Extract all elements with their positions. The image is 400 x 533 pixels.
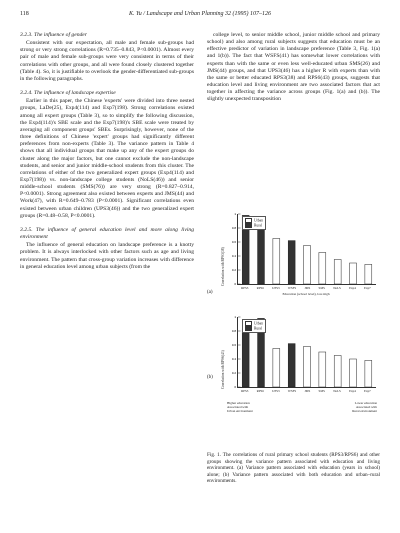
y-axis-label: Correlation with RPS3(38) (221, 247, 225, 286)
bar-urban-jms (304, 346, 311, 387)
y-tick-label: 1 (234, 315, 236, 319)
category-label: RPS3 (241, 389, 249, 393)
y-tick-label: 0.2 (231, 268, 236, 272)
category-label: JMS (304, 389, 311, 393)
category-label: WSFS (287, 389, 297, 393)
legend (242, 319, 266, 333)
note: Lower education (354, 401, 377, 405)
y-tick-label: 0.8 (231, 329, 236, 333)
plot-area (231, 212, 376, 286)
paragraph: Earlier in this paper, the Chinese 'experts' were divided into three nested groups, LaDe(25), Exp4(114) and Exp7(198). Strong correlations existed among all expert groups (Table 3), so to simplify the following discussion, the Exp4(114)'s SBE scale and the Exp7(198)'s SBE scale were treated by averaging all component groups' SBEs. Surprisingly, however, none of the three definitions of Chinese 'expert' groups had significantly different preferences from non-experts (Table 3). The variance pattern in Table 4 shows that all individual groups that make up any of the expert groups do cluster along the major factors, but one cannot exclude the non-landscape students, and senior and junior middle-school students from this cluster. The correlations of either of the two generalized expert groups (Exp4(114) and Exp7(198)) vs. non-landscape college students (NoLS(46)) and senior middle-school students (SMS(76)) are very strong (R=0.827–0.914, P<0.0001). Strong agreement also existed between experts and JMS(44) and Work(47), with R=0.649–0.783 (P<0.0001). Significant correlations even existed between urban children (UPS3(46)) and the two generalized expert groups (R=0.48–0.58, P<0.0001). (20, 98, 194, 219)
legend-item (245, 326, 263, 331)
y-tick-label: 0.6 (231, 240, 236, 244)
bar-urban-sms (319, 352, 326, 387)
legend-item (245, 223, 263, 228)
category-label: UPS3 (272, 286, 280, 290)
axis-notes (227, 401, 377, 414)
bar-urban-nols (334, 356, 341, 388)
section-heading: 3.2.5. The influence of general education level and more along living environment (20, 226, 194, 241)
category-label: RPS6 (256, 389, 264, 393)
category-label: RPS3 (241, 286, 249, 290)
legend (242, 216, 266, 230)
category-label: SMS (318, 389, 325, 393)
category-label: Exp7 (364, 286, 371, 290)
category-label: Exp4 (349, 389, 356, 393)
left-column (20, 32, 194, 271)
y-tick-label: 0 (234, 385, 236, 389)
y-tick-label: 0.4 (231, 254, 236, 258)
bar-rural-rps3 (242, 330, 249, 387)
bar-urban-jms (304, 246, 311, 285)
category-label: Exp7 (364, 389, 371, 393)
category-label: UPS3 (272, 389, 280, 393)
y-tick-label: 0.4 (231, 357, 236, 361)
figure-1a (207, 208, 380, 305)
bar-urban-sms (319, 253, 326, 285)
bar-urban-ups3 (273, 349, 280, 388)
note: Rural environment (352, 409, 377, 414)
category-label: WSFS (287, 286, 297, 290)
y-tick-label: 1 (234, 212, 236, 216)
note: Urban environment (227, 409, 253, 414)
bar-rural-wsfs (288, 241, 295, 284)
bar-urban-ups3 (273, 239, 280, 285)
panel-label: (a) (207, 290, 213, 295)
note: Associated with (355, 405, 377, 410)
paragraph: Consistent with our expectation, all male and female sub-groups had strong or very strong correlations (R=0.735–0.843, P<0.0001). Almost every pair of male and female sub-groups were very consistent in terms of their correlations with other groups, and all were found closely clustered together (Table 4). So, it is justifiable to overlook the gender-differentiated sub-groups in the following paragraphs. (20, 40, 194, 82)
right-column (207, 32, 380, 104)
category-label: RPS6 (256, 286, 264, 290)
panel-label: (b) (207, 375, 213, 380)
figure-caption: Fig. 1. The correlations of rural primary school students (RPS3/RPS6) and other groups showing the variance pattern associated with education and living environment. (a) Variance pattern associated with education (years in school) alone; (b) Variance pattern associated with both education and urban–rural environments. (207, 452, 380, 485)
category-labels (237, 389, 375, 393)
category-label: NoLS (333, 286, 341, 290)
category-label: SMS (318, 286, 325, 290)
category-label: Exp4 (349, 286, 356, 290)
figure-1b (207, 311, 380, 413)
section-heading: 3.2.3. The influence of gender (20, 32, 87, 38)
legend-label: Urban (254, 321, 263, 326)
paragraph: college level, to senior middle school, junior middle school and primary school) and also among rural subjects suggests that education must be an effective predictor of variation in landscape preference (Table 3, Fig. 1(a) and 1(b)). The fact that WSFS(41) has somewhat lower correlations with experts than with the same or even less well-educated urban SMS(26) and JMS(44) groups, and that UPS3(46) has a higher R with experts than with the same or better educated RPS3(38) and RPS6(43) groups, suggests that education level and living environment are two associated factors that act together in affecting the variance across groups (Fig. 1(a) and (b)). The slightly unexpected transposition (207, 32, 380, 103)
legend-label: Rural (254, 326, 262, 331)
bar-urban-exp7 (365, 360, 372, 387)
running-head: K. Yu / Landscape and Urban Planning 32 (1995) 107–126 (128, 11, 272, 17)
note: Higher education (227, 401, 250, 405)
bar-urban-exp7 (365, 264, 372, 284)
y-tick-label: 0 (234, 282, 236, 286)
page-number: 118 (20, 11, 29, 17)
bar-rural-wsfs (288, 344, 295, 387)
legend-label: Rural (254, 223, 262, 228)
bar-rural-rps6 (258, 227, 265, 284)
category-labels (237, 286, 375, 290)
y-tick-label: 0.2 (231, 371, 236, 375)
x-axis-label: Education (school level), low-high (282, 292, 330, 296)
note: Associated with (227, 405, 249, 410)
bar-urban-nols (334, 260, 341, 285)
category-label: NoLS (333, 389, 341, 393)
bar-urban-exp4 (350, 359, 357, 387)
y-axis-label: Correlation with RPS6(43) (221, 350, 225, 389)
paragraph: The influence of general education on landscape preference is a knotty problem. It is always interlocked with other factors such as age and living environment. The pattern that cross-group variation increases with difference in general education level among urban subjects (from the (20, 242, 194, 270)
legend-label: Urban (254, 218, 263, 223)
page-header (20, 11, 380, 23)
plot-area (231, 315, 376, 389)
bar-urban-exp4 (350, 263, 357, 284)
y-tick-label: 0.8 (231, 226, 236, 230)
y-tick-label: 0.6 (231, 343, 236, 347)
section-heading: 3.2.4. The influence of landscape expertise (20, 90, 116, 97)
category-label: JMS (304, 286, 311, 290)
